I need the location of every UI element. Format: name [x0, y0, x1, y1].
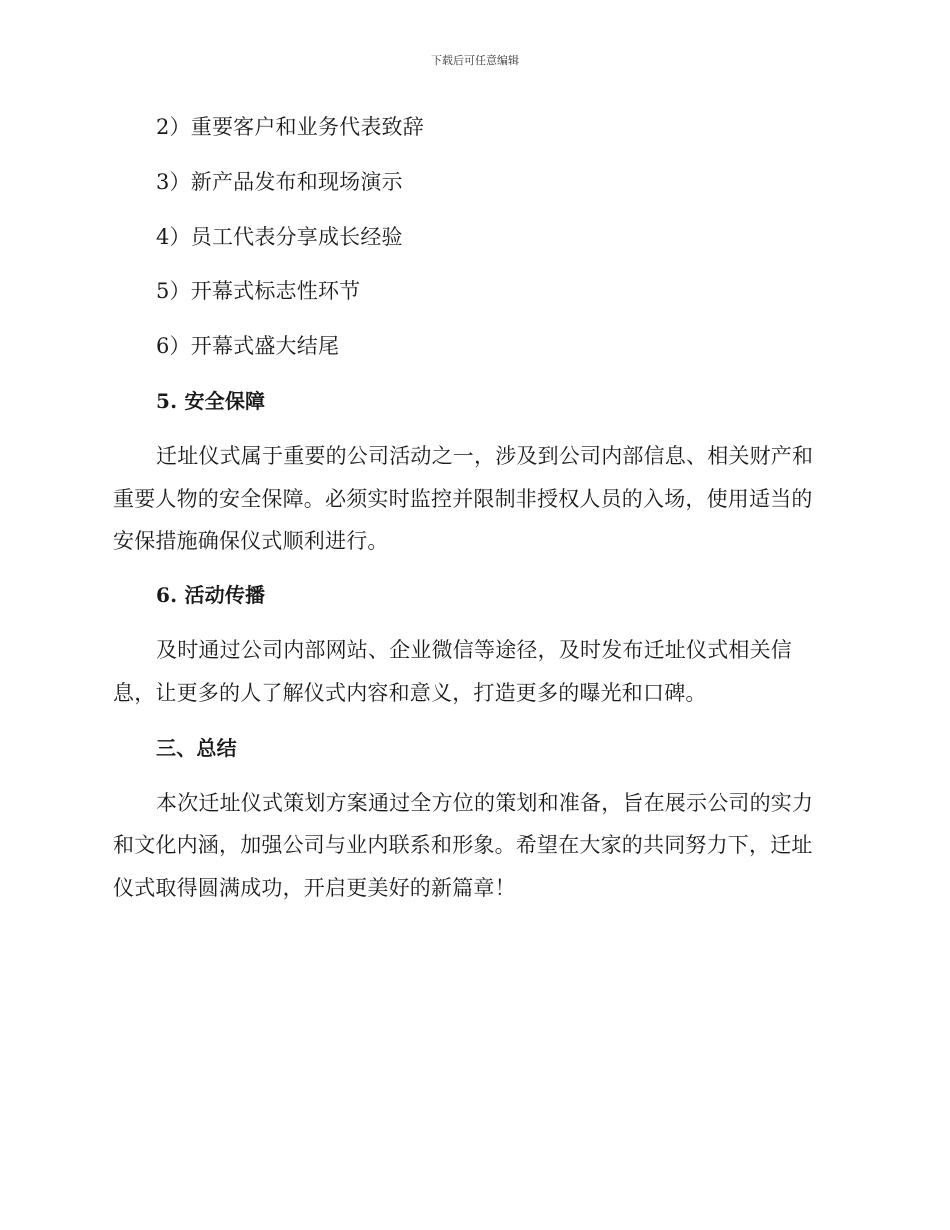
paragraph-line: 仪式取得圆满成功，开启更美好的新篇章！: [113, 876, 516, 900]
paragraph-line: 重要人物的安全保障。必须实时监控并限制非授权人员的入场，使用适当的: [113, 487, 813, 511]
section-heading-summary: 三、总结: [156, 736, 237, 760]
paragraph-line: 本次迁址仪式策划方案通过全方位的策划和准备，旨在展示公司的实力: [156, 791, 814, 815]
list-item: 6）开幕式盛大结尾: [156, 334, 340, 358]
list-item: 3）新产品发布和现场演示: [156, 170, 403, 194]
header-note: 下载后可任意编辑: [431, 54, 519, 67]
paragraph-line: 息，让更多的人了解仪式内容和意义，打造更多的曝光和口碑。: [113, 681, 707, 705]
list-item: 2）重要客户和业务代表致辞: [156, 115, 424, 139]
paragraph-line: 迁址仪式属于重要的公司活动之一，涉及到公司内部信息、相关财产和: [156, 444, 814, 468]
paragraph-line: 和文化内涵，加强公司与业内联系和形象。希望在大家的共同努力下，迁址: [113, 833, 813, 857]
section-heading-security: 5. 安全保障: [156, 389, 266, 413]
list-item: 4）员工代表分享成长经验: [156, 225, 403, 249]
list-item: 5）开幕式标志性环节: [156, 279, 361, 303]
paragraph-line: 及时通过公司内部网站、企业微信等途径，及时发布迁址仪式相关信: [156, 638, 792, 662]
paragraph-line: 安保措施确保仪式顺利进行。: [113, 529, 389, 553]
section-heading-promotion: 6. 活动传播: [156, 583, 266, 607]
